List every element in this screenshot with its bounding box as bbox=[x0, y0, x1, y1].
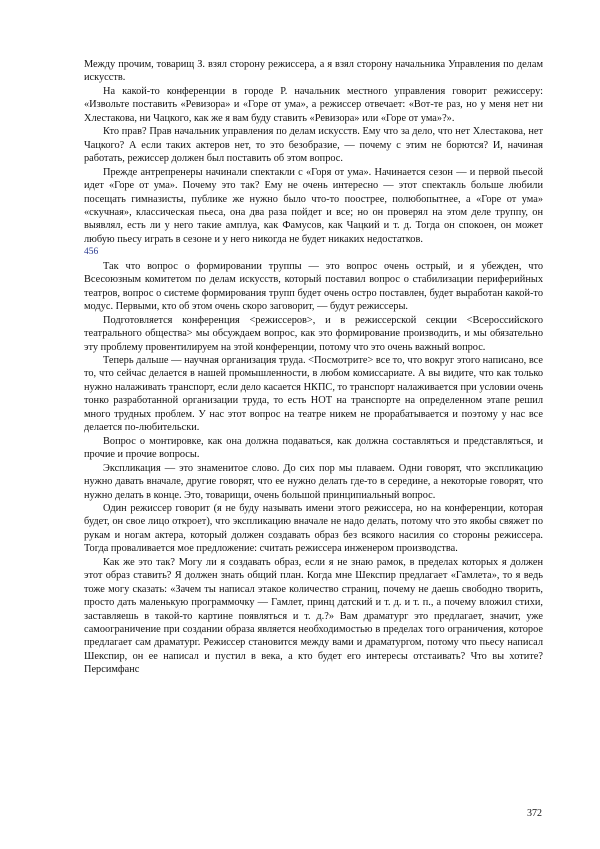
paragraph: Один режиссер говорит (я не буду называть имени этого режиссера, но на конференции, которая будет, он свое лицо откроет), что экспликацию вначале не надо делать, потому что это якобы свяжет по рукам и ногам актера, который должен создавать образ без всякого насилия со стороны режиссера. Тогда проваливается мое предложение: считать режиссера инженером производства. bbox=[84, 502, 543, 555]
paragraph: Кто прав? Прав начальник управления по делам искусств. Ему что за дело, что нет Хлестакова, нет Чацкого? А если таких актеров нет, то это безобразие, — почему с этим не борются? И, начиная работать, режиссер должен был поставить об этом вопрос. bbox=[84, 126, 543, 165]
paragraph: Как же это так? Могу ли я создавать образ, если я не знаю рамок, в пределах которых я должен этот образ ставить? Я должен знать общий план. Когда мне Шекспир предлагает «Гамлета», то я ведь тоже могу сказать: «Зачем ты написал этакое количество страниц, почему не даешь свободно творить, просто дать маленькую программочку — Гамлет, принц датский и т. д. и т. п., а почему вложил стихи, заставляешь в такой-то картине появляться и т. д.?» Вам драматург это предлагает, значит, уже самоограничение при создании образа является необходимостью в пределах того ограничения, которое предлагает сам драматург. Режиссер становится между вами и драматургом, потому что пьесу написал Шекспир, он ее написал и пустил в века, а кто будет его интересы отстаивать? Что вы хотите? Персимфанс bbox=[84, 556, 543, 676]
paragraph: Подготовляется конференция <режиссеров>, и в режиссерской секции <Всероссийского театрального общества> мы обсуждаем вопрос, как это формирование производить, и мы обязательно эту проблему провентилируем на этой конференции, потому что это очень важный вопрос. bbox=[84, 314, 543, 353]
paragraph: Между прочим, товарищ З. взял сторону режиссера, а я взял сторону начальника Управления по делам искусств. bbox=[84, 59, 543, 84]
paragraph: Вопрос о монтировке, как она должна подаваться, как должна составляться и представляться, и прочие и прочие вопросы. bbox=[84, 435, 543, 461]
paragraph: Экспликация — это знаменитое слово. До сих пор мы плаваем. Одни говорят, что экспликацию нужно давать вначале, другие говорят, что ее нужно делать где-то в середине, а некоторые говорят, что нужно делать в конце. Это, товарищи, очень большой принципиальный вопрос. bbox=[84, 462, 543, 501]
paragraph: Теперь дальше — научная организация труда. <Посмотрите> все то, что вокруг этого написано, все то, что сейчас делается в нашей промышленности, в любом комиссариате. А вы видите, что как только нужно налаживать транспорт, если дело касается НКПС, то транспорт налаживается при условии очень тонко разработанной организации труда, то есть НОТ на транспорте на определенном этапе решил много трудных проблем. У нас этот вопрос на театре никем не прорабатывается и поэтому у нас все делается по-любительски. bbox=[84, 354, 543, 434]
page-number: 372 bbox=[527, 808, 542, 819]
paragraph: Прежде антрепренеры начинали спектакли с «Горя от ума». Начинается сезон — и первой пьесой идет «Горе от ума». Почему это так? Ему не очень интересно — этот спектакль больше любили посещать гимназисты, публике же нужно было что-то поострее, полюбопытнее, а «Горе от ума» «скучная», классическая пьеса, она два раза пойдет и все; но он проверял на этом деле труппу, он выявлял, есть ли у него такие амплуа, как Фамусов, как Чацкий и т. д. Тогда он спокоен, он может любую пьесу играть в сезоне и у него никогда не будет никаких недостатков. bbox=[84, 166, 543, 245]
paragraph: На какой-то конференции в городе Р. начальник местного управления говорит режиссеру: «Извольте поставить «Ревизора» и «Горе от ума», а режиссер отвечает: «Вот-те раз, но у меня нет ни Хлестакова, ни Чацкого, как же я вам буду ставить «Ревизора» или «Горе от ума»?». bbox=[84, 85, 543, 124]
source-page-reference: 456 bbox=[84, 247, 99, 258]
paragraph: Так что вопрос о формировании труппы — это вопрос очень острый, и я убежден, что Всесоюзным комитетом по делам искусств, который поставил вопрос о стабилизации периферийных театров, вопрос о системе формирования трупп будет очень остро поставлен, будет выработан какой-то модус. Первыми, кто об этом очень скоро заговорит, — будут режиссеры. bbox=[84, 260, 543, 313]
page-body bbox=[84, 58, 543, 677]
